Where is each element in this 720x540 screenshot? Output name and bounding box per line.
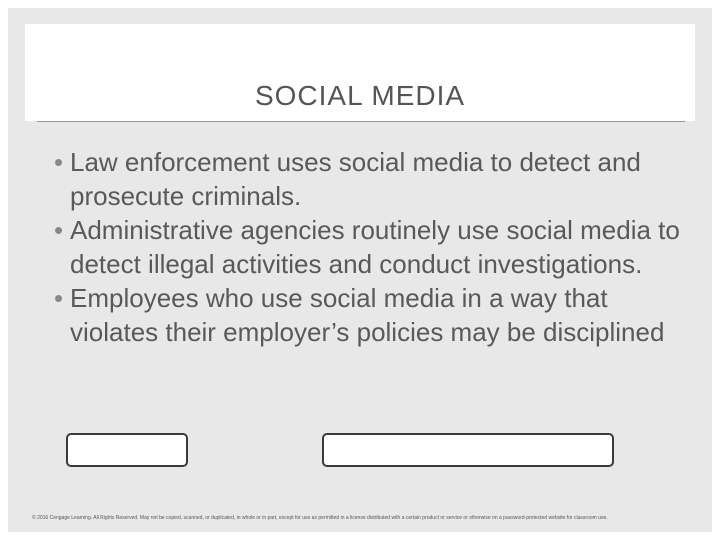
bullet-list: [50, 145, 690, 349]
slide-title: SOCIAL MEDIA: [254, 80, 466, 111]
title-area: [25, 24, 695, 121]
bullet-text: Administrative agencies routinely use social media to detect illegal activities and conduct investigations.: [70, 215, 680, 279]
list-item: [50, 145, 690, 213]
copyright-footer: © 2016 Cengage Learning. All Rights Reserved. May not be copied, scanned, or duplicated, in whole or in part, except for use as permitted in a license distributed with a certain product or service or otherwise on a password-protected website for classroom use.: [32, 515, 608, 521]
bullet-marker: •: [54, 283, 64, 313]
bullet-marker: •: [54, 215, 64, 245]
bullet-marker: •: [54, 147, 64, 177]
title-divider: [37, 121, 685, 122]
bullet-text: Law enforcement uses social media to detect and prosecute criminals.: [70, 147, 641, 211]
list-item: [50, 281, 690, 349]
list-item: [50, 213, 690, 281]
bullet-text: Employees who use social media in a way that violates their employer’s policies may be disciplined: [70, 283, 665, 347]
redaction-box-right: [322, 433, 614, 467]
redaction-box-left: [66, 433, 188, 467]
